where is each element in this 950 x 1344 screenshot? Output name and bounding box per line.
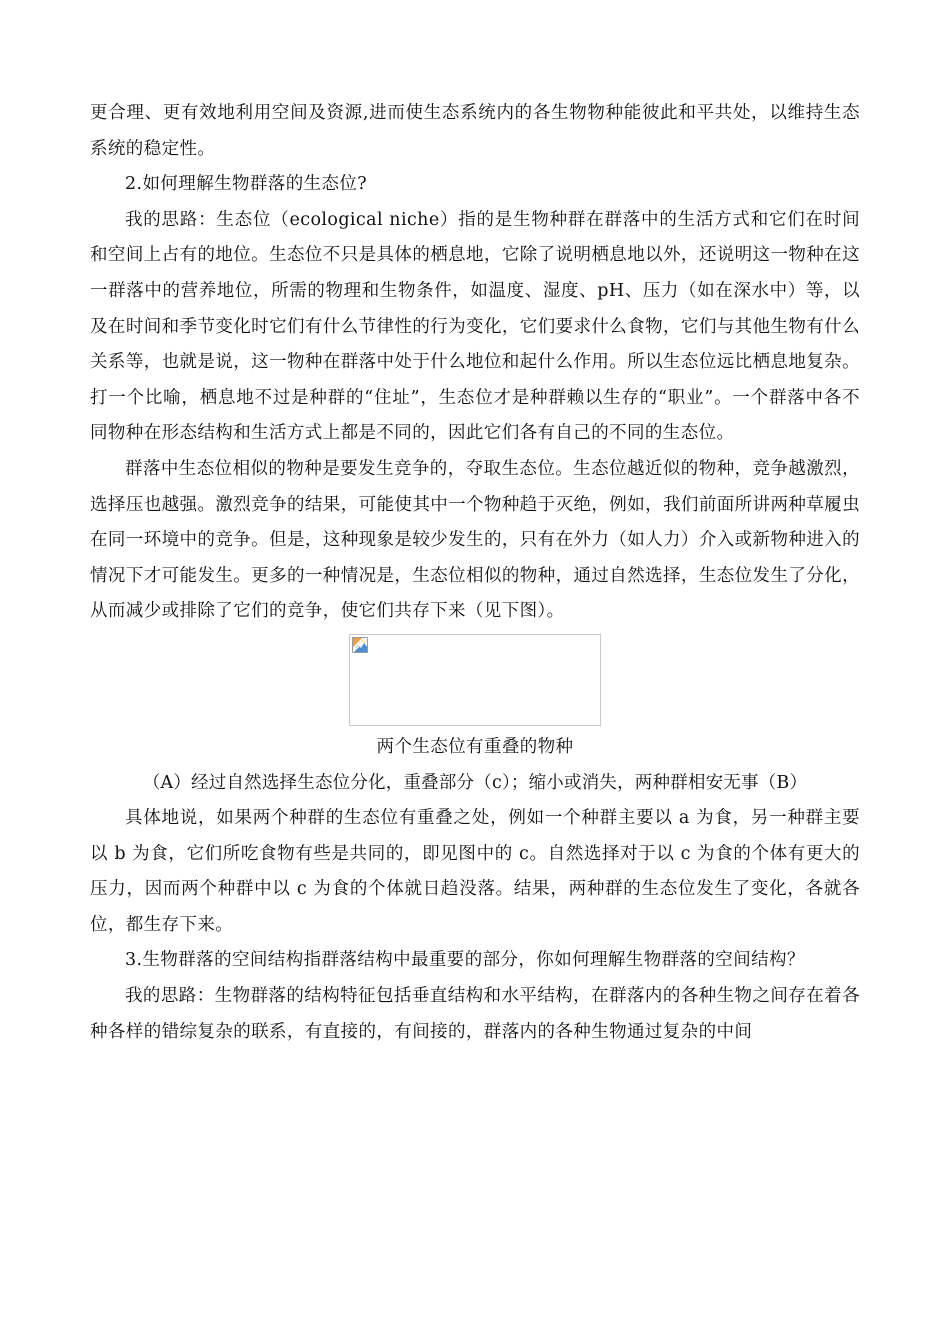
question-heading-3: 3.生物群落的空间结构指群落结构中最重要的部分，你如何理解生物群落的空间结构？ [125,950,805,971]
figure-caption: 两个生态位有重叠的物种 [376,736,574,757]
document-page [90,96,860,1050]
figure-subcaption: （A）经过自然选择生态位分化，重叠部分（c）；缩小或消失，两种群相安无事（B） [142,772,808,793]
answer-paragraph-structure: 我的思路：生物群落的结构特征包括垂直结构和水平结构，在群落内的各种生物之间存在着各种各样的错综复杂的联系，有直接的，有间接的，群落内的各种生物通过复杂的中间 [90,986,860,1042]
answer-paragraph-niche: 我的思路：生态位（ecological niche）指的是生物种群在群落中的生活方式和它们在时间和空间上占有的地位。生态位不只是具体的栖息地，它除了说明栖息地以外，还说明这一物种在这一群落中的营养地位，所需的物理和生物条件，如温度、湿度、pH、压力（如在深水中）等，以及在时间和季节变化时它们有什么节律性的行为变化，它们要求什么食物，它们与其他生物有什么关系等，也就是说，这一物种在群落中处于什么地位和起什么作用。所以生态位远比栖息地复杂。打一个比喻，栖息地不过是种群的“住址”，生态位才是种群赖以生存的“职业”。一个群落中各不同物种在形态结构和生活方式上都是不同的，因此它们各有自己的不同的生态位。 [90,209,860,444]
question-heading-2: 2.如何理解生物群落的生态位? [125,174,368,195]
niche-figure-placeholder [349,634,601,726]
paragraph-explanation: 具体地说，如果两个种群的生态位有重叠之处，例如一个种群主要以 a 为食，另一种群主要以 b 为食，它们所吃食物有些是共同的，即见图中的 c。自然选择对于以 c 为食的个体有更大的压力，因而两个种群中以 c 为食的个体就日趋没落。结果，两种群的生态位发生了变化，各就各位，都生存下来。 [90,808,860,935]
paragraph-competition: 群落中生态位相似的物种是要发生竞争的，夺取生态位。生态位越近似的物种，竞争越激烈，选择压也越强。激烈竞争的结果，可能使其中一个物种趋于灭绝，例如，我们前面所讲两种草履虫在同一环境中的竞争。但是，这种现象是较少发生的，只有在外力（如人力）介入或新物种进入的情况下才可能发生。更多的一种情况是，生态位相似的物种，通过自然选择，生态位发生了分化，从而减少或排除了它们的竞争，使它们共存下来（见下图）。 [90,458,860,622]
broken-image-icon [352,637,368,653]
paragraph-continuation: 更合理、更有效地利用空间及资源,进而使生态系统内的各生物物种能彼此和平共处，以维持生态系统的稳定性。 [90,103,860,159]
